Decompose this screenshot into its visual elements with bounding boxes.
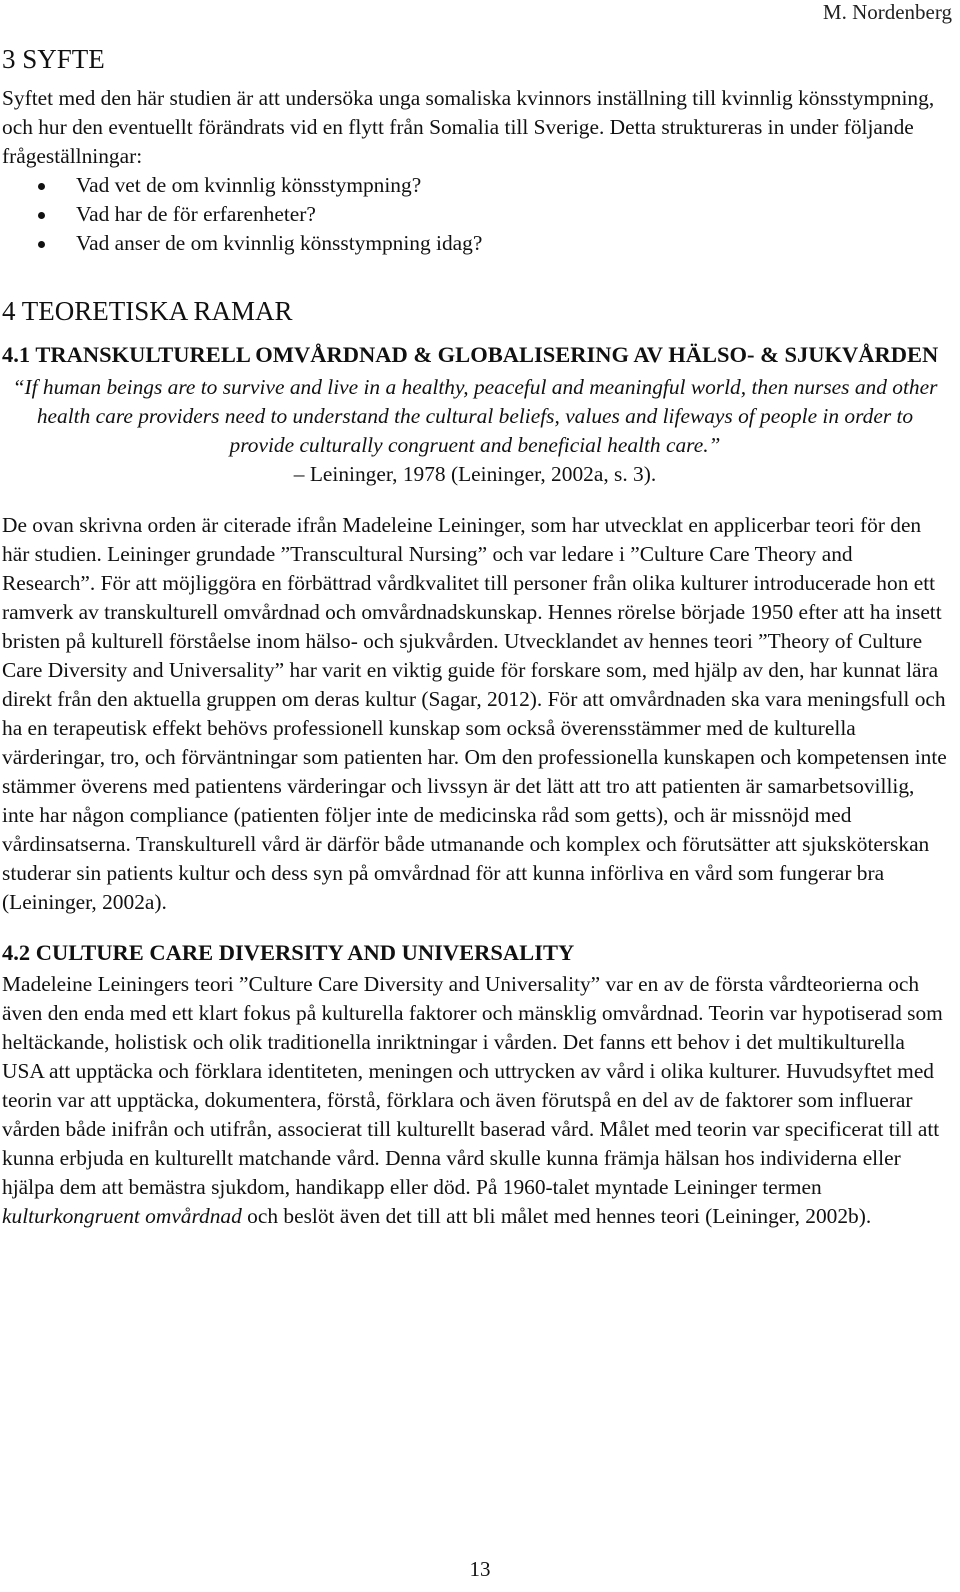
question-item [2,171,948,200]
document-page [2,40,948,1231]
subsection-4-2-title: 4.2 CULTURE CARE DIVERSITY AND UNIVERSALITY [2,940,575,965]
subsection-4-1-title: 4.1 TRANSKULTURELL OMVÅRDNAD & GLOBALISERING AV HÄLSO- & SJUKVÅRDEN [2,342,939,367]
question-text: Vad har de för erfarenheter? [76,202,316,226]
bullet-icon [38,183,45,190]
italic-term: kulturkongruent omvårdnad [2,1204,242,1228]
subsection-4-1-body: De ovan skrivna orden är citerade ifrån Madeleine Leininger, som har utvecklat en applicerbar teori för den här studien. Leininger grundade ”Transcultural Nursing” och var ledare i ”Culture Care Theory and Research”. För att möjliggöra en förbättrad vårdkvalitet till personer från olika kulturer introducerade hon ett ramverk av transkulturell omvårdnad och omvårdnadskunskap. Hennes rörelse började 1950 efter att ha insett bristen på kulturell förståelse inom hälso- och sjukvården. Utvecklandet av hennes teori ”Theory of Culture Care Diversity and Universality” har varit en viktig guide för forskare som, med hjälp av den, har kunnat lära direkt från den aktuella gruppen om deras kultur (Sagar, 2012). För att omvårdnaden ska vara meningsfull och ha en terapeutisk effekt behövs professionell kunskap som också överensstämmer med de kulturella värderingar, tro, och förväntningar som patienten har. Om den professionella kunskapen och kompetensen inte stämmer överens med patientens värderingar och livssyn är det lätt att tro att patienten är samarbetsovillig, inte har någon compliance (patienten följer inte de medicinska råd som getts), och är missnöjd med vårdinsatserna. Transkulturell vård är därför både utmanande och komplex och förutsätter att sjuksköterskan studerar sin patients kultur och dess syn på omvårdnad för att kunna införliva en vård som fungerar bra (Leininger, 2002a). [2,513,947,914]
body-text: och beslöt även det till att bli målet med hennes teori (Leininger, 2002b). [241,1204,872,1228]
page-number: 13 [469,1557,491,1581]
header-author: M. Nordenberg [822,0,952,24]
body-text: Madeleine Leiningers teori ”Culture Care Diversity and Universality” var en av de första vårdteorierna och även den enda med ett klart fokus på kulturella faktorer och mänsklig omvårdnad. Teorin var hypotiserad som heltäckande, holistisk och olik traditionella inriktningar i vården. Det fanns ett behov i det multikulturella USA att upptäcka och förklara identiteten, meningen och uttrycken av vård i olika kulturer. Huvudsyftet med teorin var att upptäcka, dokumentera, förstå, förklara och även förutspå en del av de faktorer som influerar vården både inifrån och utifrån, associerat till kulturellt baserad vård. Målet med teorin var specificerat till att kunna erbjuda en kulturellt matchande vård. Denna vård skulle kunna främja hälsan hos individerna eller hjälpa dem att bemästra sjukdom, handikapp eller död. På 1960-talet myntade Leininger termen [2,972,943,1199]
section-4-title: 4 TEORETISKA RAMAR [2,296,293,326]
quote-source: – Leininger, 1978 (Leininger, 2002a, s. 3). [293,462,657,486]
question-item [2,200,948,229]
question-item [2,229,948,258]
section-3-intro: Syftet med den här studien är att undersöka unga somaliska kvinnors inställning till kvinnlig könsstympning, och hur den eventuellt förändrats vid en flytt från Somalia till Sverige. Detta struktureras in under följande frågeställningar: [2,86,935,168]
question-text: Vad vet de om kvinnlig könsstympning? [76,173,422,197]
section-3-title: 3 SYFTE [2,44,105,74]
bullet-icon [38,212,45,219]
leininger-quote: “If human beings are to survive and live in a healthy, peaceful and meaningful world, then nurses and other health care providers need to understand the cultural beliefs, values and lifeways of people in order to provide culturally congruent and beneficial health care.” [12,375,938,457]
bullet-icon [38,241,45,248]
research-questions [2,171,948,258]
question-text: Vad anser de om kvinnlig könsstympning idag? [76,231,483,255]
subsection-4-2-body [2,970,948,1231]
